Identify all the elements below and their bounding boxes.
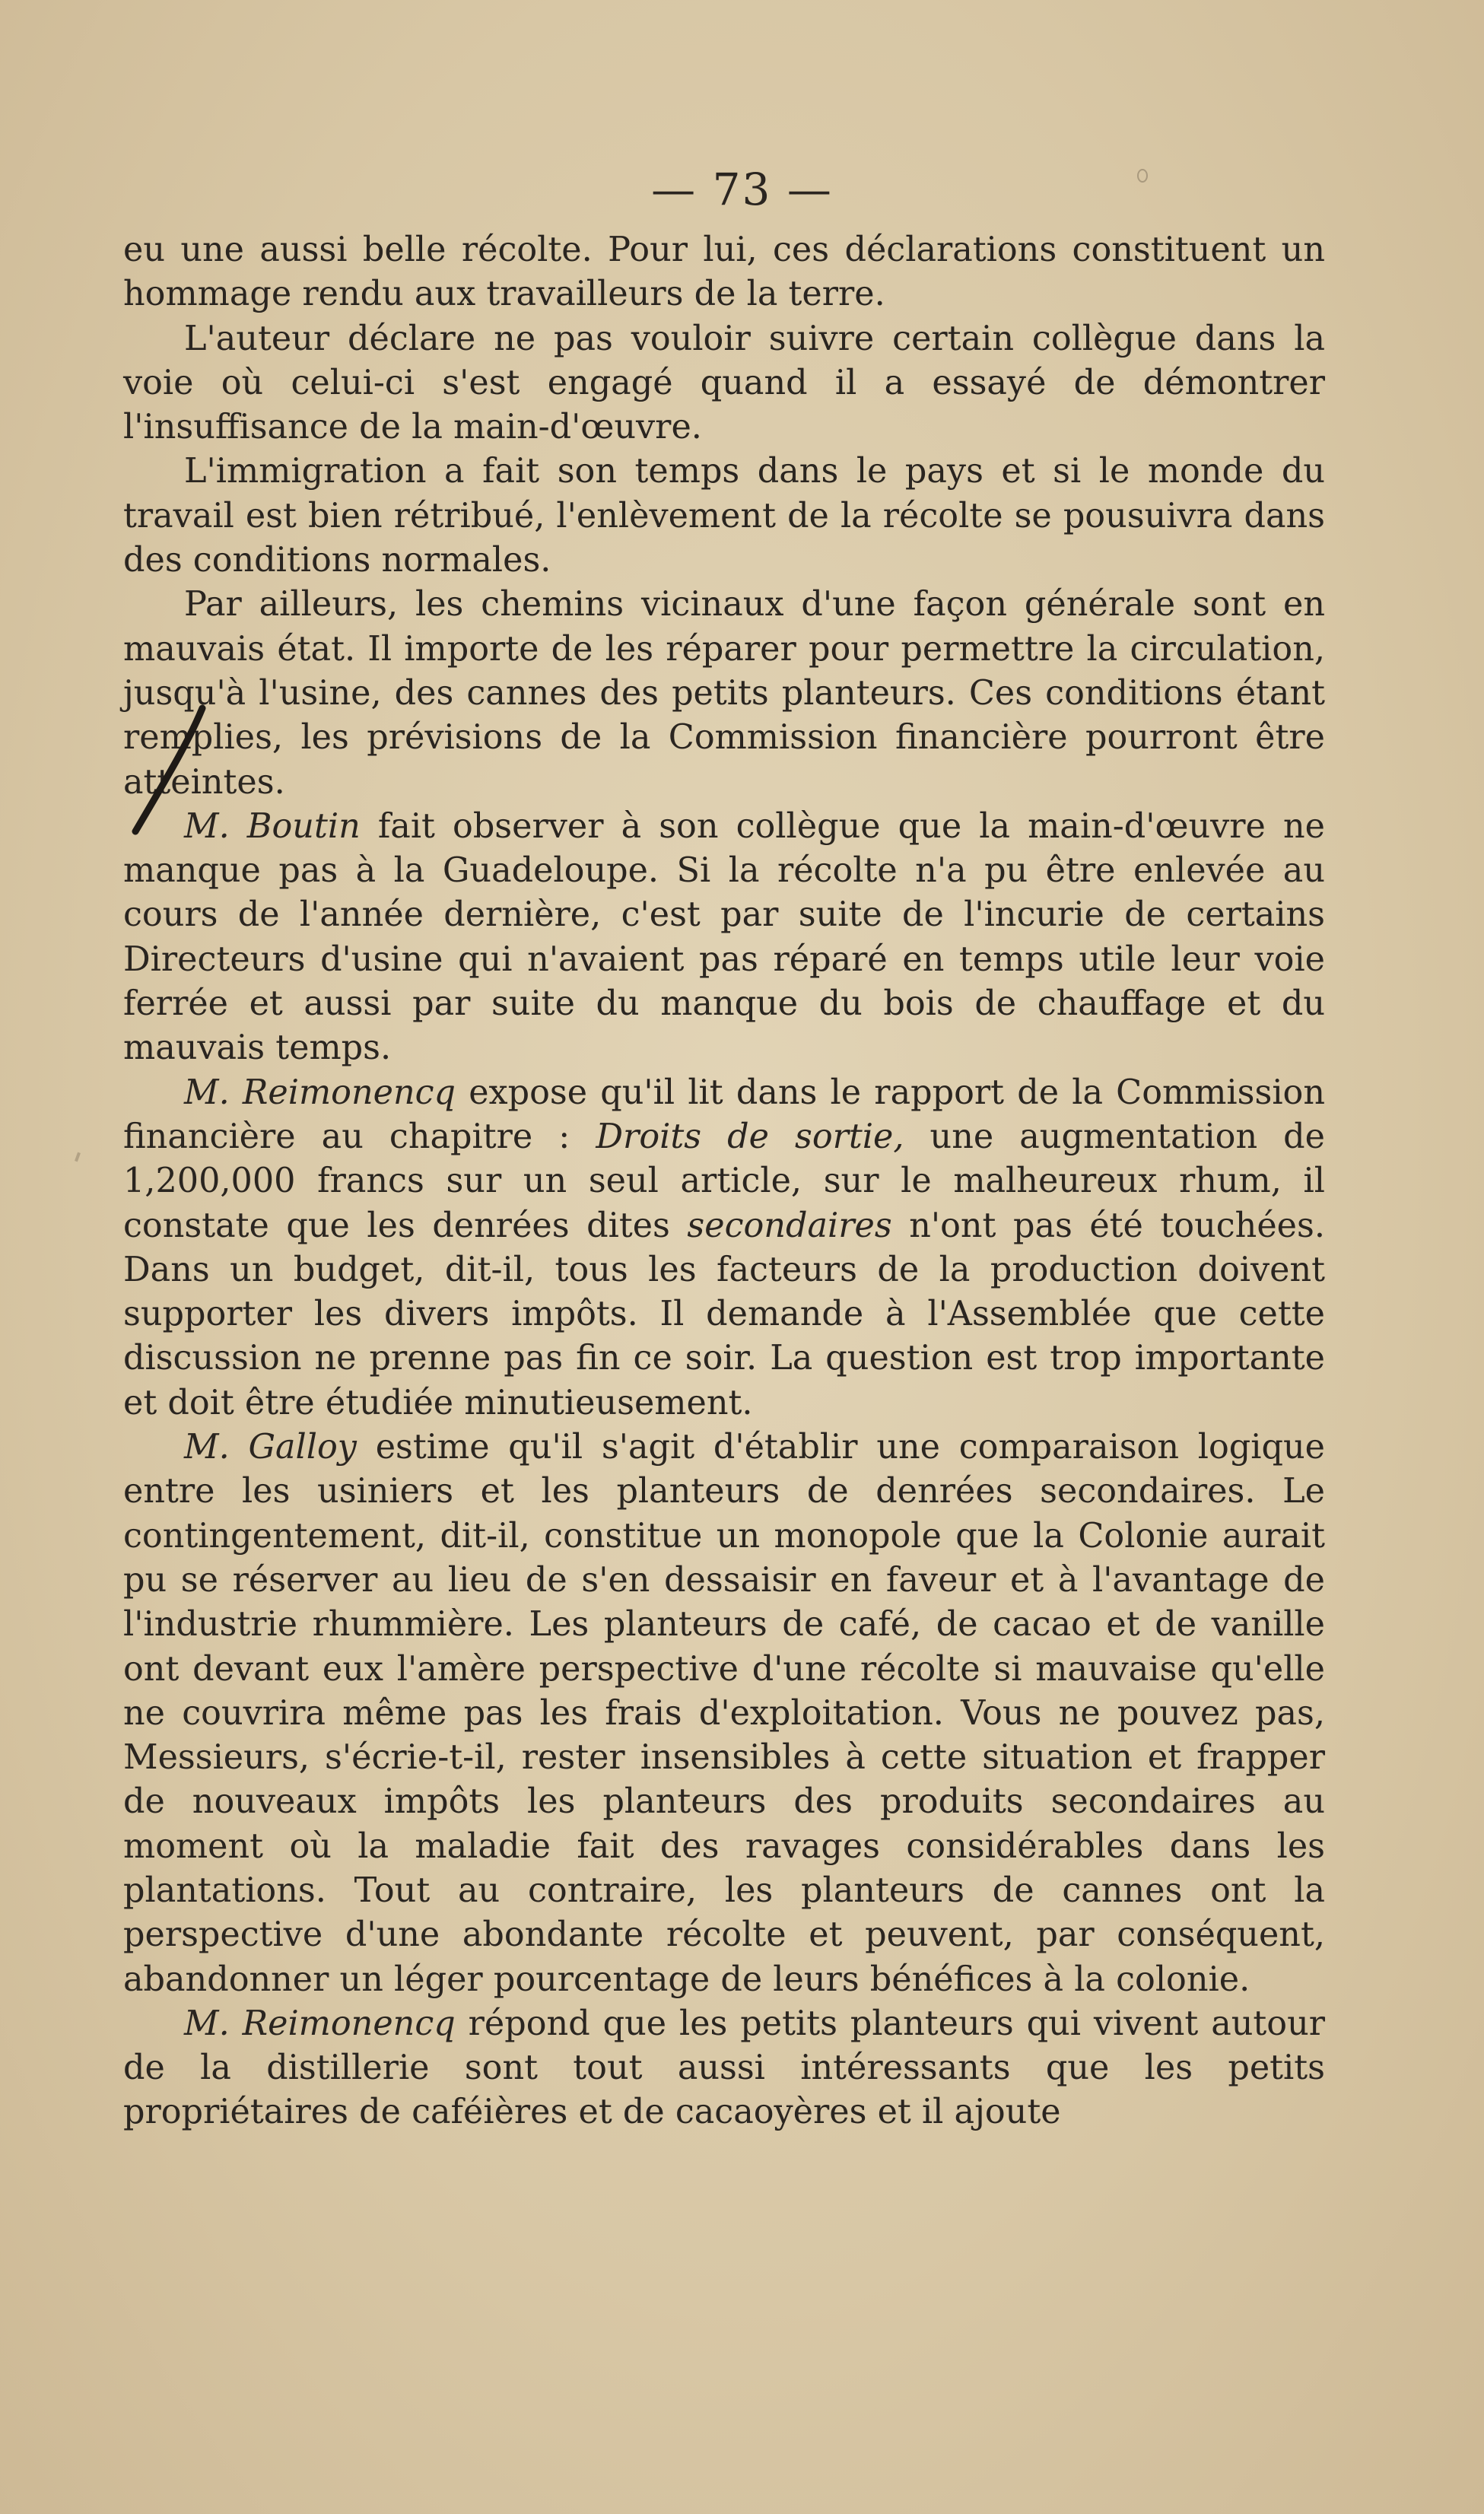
paragraph-text: une augmentation de 1,200,000 francs sur un seul article, sur le malheureux rhum, il constate que les denrées dites: [123, 1117, 1325, 1245]
paragraph-text: estime qu'il s'agit d'établir une comparaison logique entre les usiniers et les planteurs de denrées secondaires. Le contingentement, dit-il, constitue un monopole que la Colonie aurait pu se réserver au lieu de s'en dessaisir en faveur et à l'avantage de l'industrie rhummière. Les planteurs de café, de cacao et de vanille ont devant eux l'amère perspective d'une récolte si mauvaise qu'elle ne couvrira même pas les frais d'exploitation. Vous ne pouvez pas, Messieurs, s'écrie-t-il, rester insensibles à cette situation et frapper de nouveaux impôts les planteurs des produits secondaires au moment où la maladie fait des ravages considérables dans les plantations. Tout au contraire, les planteurs de cannes ont la perspective d'une abondante récolte et peuvent, par conséquent, abandonner un léger pourcentage de leurs bénéfices à la colonie.: [123, 1428, 1325, 1999]
speaker-name: M. Reimonencq: [184, 1073, 456, 1112]
paragraph-5: [123, 805, 1325, 1071]
paragraph-text: fait observer à son collègue que la main-d'œuvre ne manque pas à la Guadeloupe. Si la récolte n'a pu être enlevée au cours de l'année dernière, c'est par suite de l'incurie de certains Directeurs d'usine qui n'avaient pas réparé en temps utile leur voie ferrée et aussi par suite du manque du bois de chauffage et du mauvais temps.: [123, 806, 1325, 1068]
speaker-name: M. Galloy: [184, 1428, 357, 1467]
paragraph-8: [123, 2002, 1325, 2135]
paragraph-text: eu une aussi belle récolte. Pour lui, ces déclarations constituent un hommage rendu aux travailleurs de la terre.: [123, 230, 1325, 314]
emphasis-text: secondaires: [687, 1206, 892, 1245]
paragraph-text: expose qu'il lit dans le rapport de la Commission financière au chapitre :: [123, 1073, 1325, 1156]
handwritten-slash-mark: [113, 704, 227, 837]
paragraph-1: [123, 228, 1325, 317]
paper-speck: [1137, 169, 1148, 183]
paragraph-7: [123, 1425, 1325, 2002]
paragraph-text: L'auteur déclare ne pas vouloir suivre certain collègue dans la voie où celui-ci s'est engagé quand il a essayé de démontrer l'insuffisance de la main-d'œuvre.: [123, 319, 1325, 447]
paragraph-text: L'immigration a fait son temps dans le pays et si le monde du travail est bien rétribué, l'enlèvement de la récolte se pousuivra dans des conditions normales.: [123, 452, 1325, 580]
speaker-name: M. Boutin: [184, 806, 361, 846]
emphasis-text: Droits de sortie,: [596, 1117, 904, 1156]
paragraph-3: [123, 450, 1325, 583]
paper-mark: [75, 1152, 81, 1162]
paragraph-4: [123, 583, 1325, 804]
paragraph-2: [123, 317, 1325, 450]
page-number: — 73 —: [651, 164, 833, 215]
paragraph-text: répond que les petits planteurs qui vivent autour de la distillerie sont tout aussi intéressants que les petits propriétaires de caféières et de cacaoyères et il ajoute: [123, 2004, 1325, 2132]
paragraph-text: n'ont pas été touchées. Dans un budget, dit-il, tous les facteurs de la production doivent supporter les divers impôts. Il demande à l'Assemblée que cette discussion ne prenne pas fin ce soir. La question est trop importante et doit être étudiée minutieusement.: [123, 1206, 1325, 1422]
speaker-name: M. Reimonencq: [184, 2004, 456, 2043]
body-text: [123, 228, 1325, 2135]
paragraph-6: [123, 1071, 1325, 1425]
paragraph-text: Par ailleurs, les chemins vicinaux d'une façon générale sont en mauvais état. Il importe de les réparer pour permettre la circulation, jusqu'à l'usine, des cannes des petits planteurs. Ces conditions étant remplies, les prévisions de la Commission financière pourront être atteintes.: [123, 585, 1325, 802]
